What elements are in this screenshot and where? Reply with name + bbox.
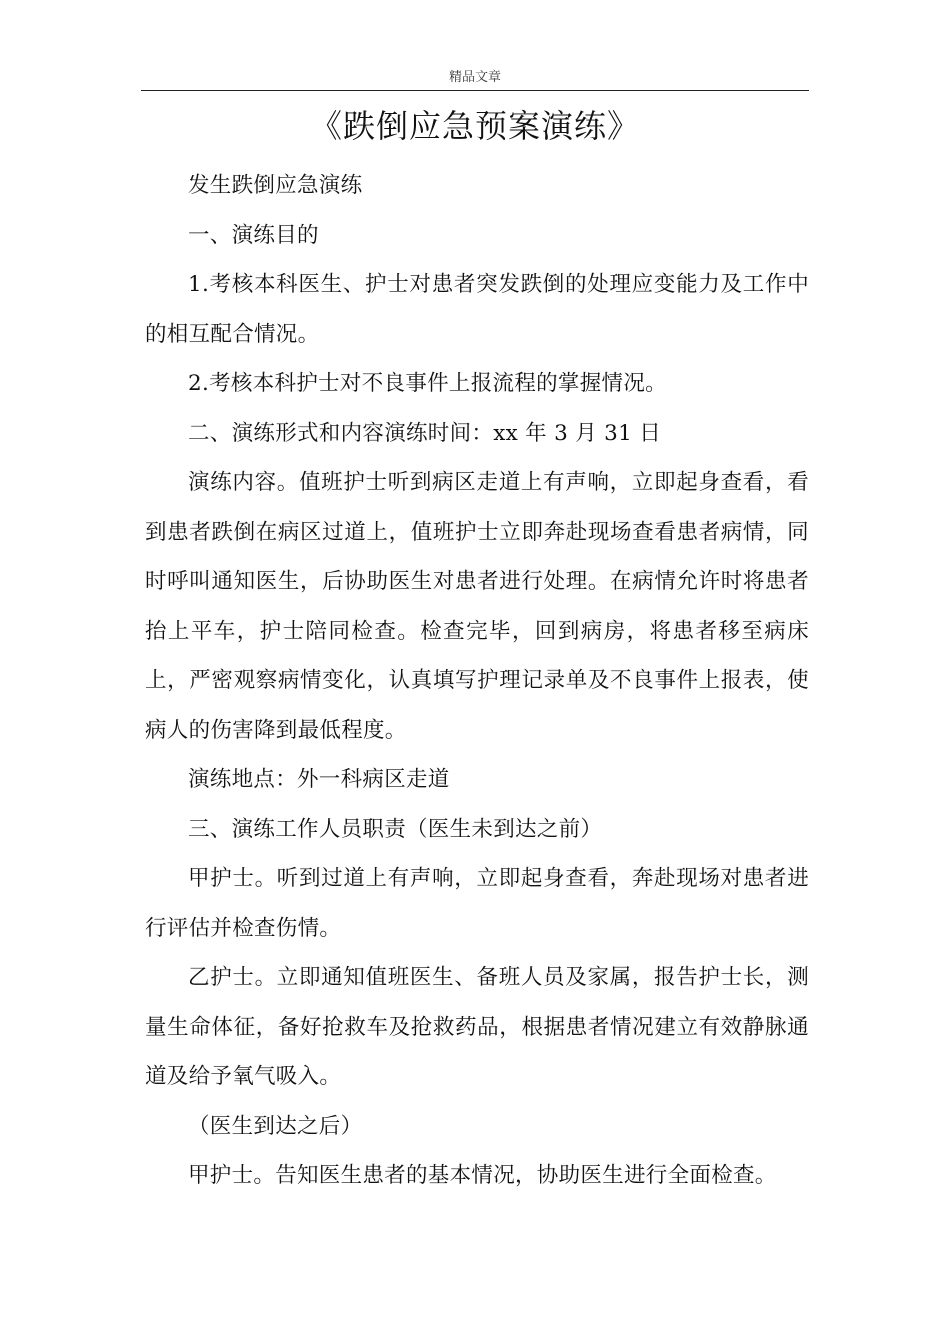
paragraph-purpose-1: 1.考核本科医生、护士对患者突发跌倒的处理应变能力及工作中的相互配合情况。 xyxy=(145,272,809,347)
header-text: 精品文章 xyxy=(448,70,501,85)
subheading-after-doctor: （医生到达之后） xyxy=(188,1113,363,1139)
paragraph-subtitle: 发生跌倒应急演练 xyxy=(188,173,363,198)
section-heading-form-time: 二、演练形式和内容演练时间：xx 年 3 月 31 日 xyxy=(188,420,662,446)
paragraph-drill-content: 演练内容。值班护士听到病区走道上有声响，立即起身查看，看到患者跌倒在病区过道上，值班护士立即奔赴现场查看患者病情，同时呼叫通知医生，后协助医生对患者进行处理。在病情允许时将患者抬上平车，护士陪同检查。检查完毕，回到病房，将患者移至病床上，严密观察病情变化，认真填写护理记录单及不良事件上报表，使病人的伤害降到最低程度。 xyxy=(145,470,809,743)
document-body xyxy=(145,161,809,1201)
paragraph-nurse-a-after: 甲护士。告知医生患者的基本情况，协助医生进行全面检查。 xyxy=(188,1163,777,1188)
paragraph-nurse-b-before: 乙护士。立即通知值班医生、备班人员及家属，报告护士长，测量生命体征，备好抢救车及抢救药品，根据患者情况建立有效静脉通道及给予氧气吸入。 xyxy=(145,965,809,1089)
page-header xyxy=(141,70,809,91)
section-heading-duties: 三、演练工作人员职责（医生未到达之前） xyxy=(188,816,603,842)
paragraph-purpose-2: 2.考核本科护士对不良事件上报流程的掌握情况。 xyxy=(188,371,667,396)
section-heading-purpose: 一、演练目的 xyxy=(188,222,319,248)
paragraph-nurse-a-before: 甲护士。听到过道上有声响，立即起身查看，奔赴现场对患者进行评估并检查伤情。 xyxy=(145,866,809,941)
document-title: 《跌倒应急预案演练》 xyxy=(309,107,640,145)
paragraph-drill-location: 演练地点：外一科病区走道 xyxy=(188,767,450,792)
